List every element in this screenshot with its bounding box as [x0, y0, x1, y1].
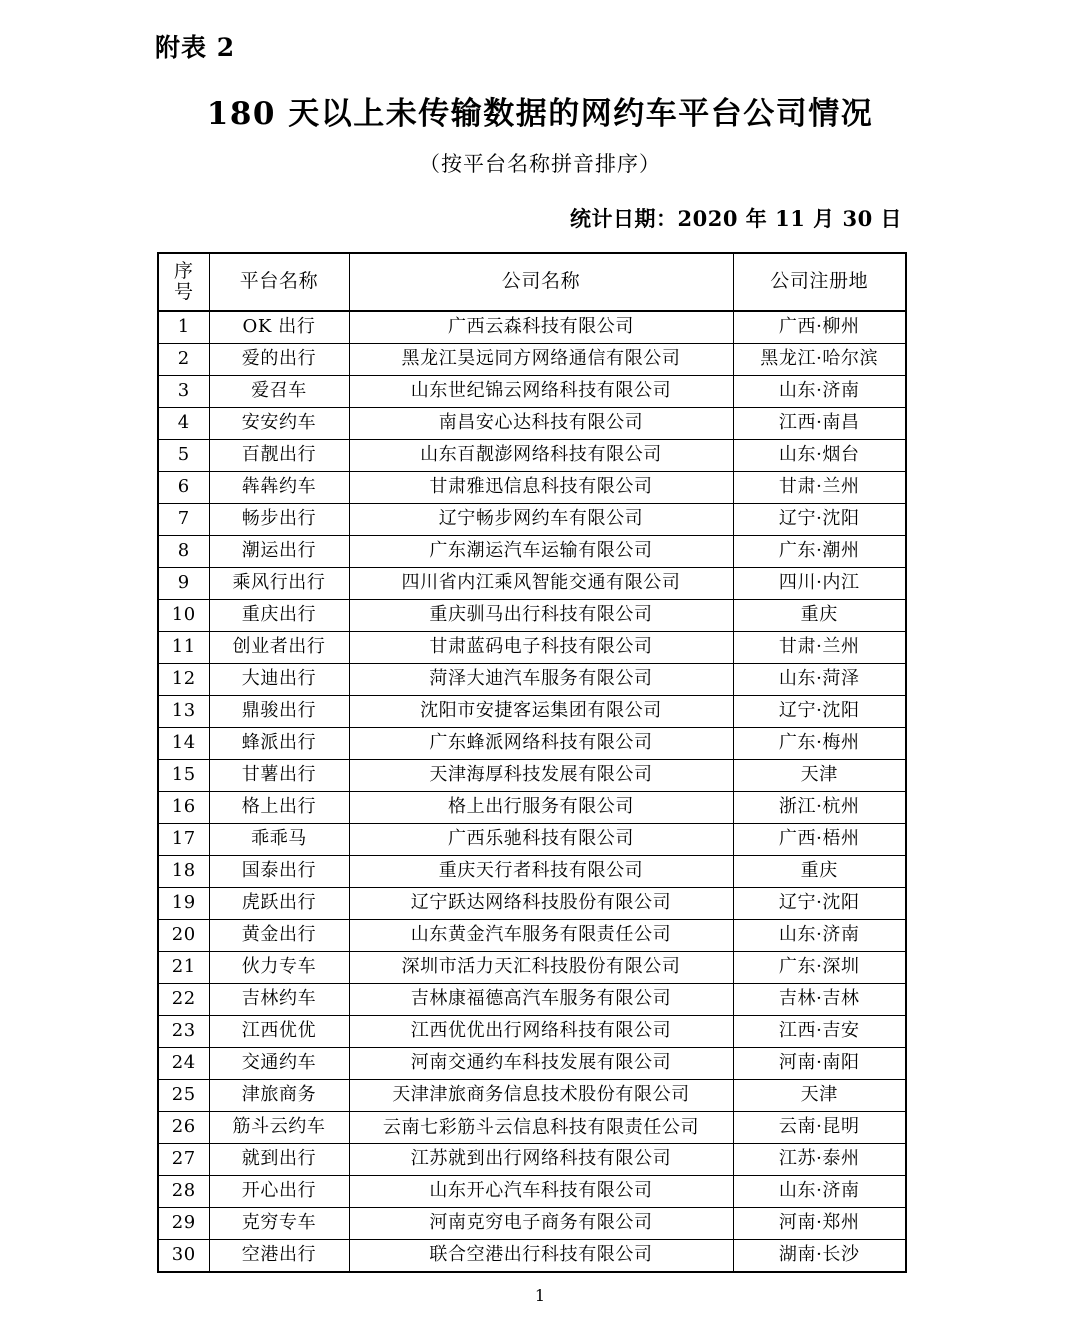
cell-company: 河南克穷电子商务有限公司: [349, 1208, 733, 1240]
cell-platform: 乘风行出行: [209, 568, 349, 600]
cell-index: 22: [158, 984, 209, 1016]
cell-company: 深圳市活力天汇科技股份有限公司: [349, 952, 733, 984]
cell-registration: 天津: [733, 760, 906, 792]
cell-platform: 创业者出行: [209, 632, 349, 664]
table-row: [158, 1176, 906, 1208]
cell-platform: 甘薯出行: [209, 760, 349, 792]
table-row: [158, 1208, 906, 1240]
cell-index: 15: [158, 760, 209, 792]
cell-platform: 安安约车: [209, 408, 349, 440]
cell-index: 7: [158, 504, 209, 536]
cell-registration: 浙江·杭州: [733, 792, 906, 824]
cell-index: 12: [158, 664, 209, 696]
table-row: [158, 792, 906, 824]
cell-registration: 甘肃·兰州: [733, 472, 906, 504]
cell-platform: 犇犇约车: [209, 472, 349, 504]
cell-index: 30: [158, 1240, 209, 1273]
cell-company: 天津海厚科技发展有限公司: [349, 760, 733, 792]
cell-index: 29: [158, 1208, 209, 1240]
cell-registration: 江西·南昌: [733, 408, 906, 440]
cell-index: 19: [158, 888, 209, 920]
cell-index: 14: [158, 728, 209, 760]
table-row: [158, 1016, 906, 1048]
table-row: [158, 824, 906, 856]
cell-company: 沈阳市安捷客运集团有限公司: [349, 696, 733, 728]
cell-company: 甘肃蓝码电子科技有限公司: [349, 632, 733, 664]
cell-company: 重庆驯马出行科技有限公司: [349, 600, 733, 632]
table-row: [158, 984, 906, 1016]
cell-registration: 广西·梧州: [733, 824, 906, 856]
cell-platform: 空港出行: [209, 1240, 349, 1273]
cell-platform: 克穷专车: [209, 1208, 349, 1240]
column-header-registration: 公司注册地: [733, 253, 906, 311]
page-subtitle: （按平台名称拼音排序）: [419, 152, 661, 176]
cell-index: 24: [158, 1048, 209, 1080]
cell-registration: 江西·吉安: [733, 1016, 906, 1048]
cell-company: 甘肃雅迅信息科技有限公司: [349, 472, 733, 504]
cell-registration: 广东·深圳: [733, 952, 906, 984]
cell-index: 6: [158, 472, 209, 504]
cell-platform: 国泰出行: [209, 856, 349, 888]
cell-platform: 百靓出行: [209, 440, 349, 472]
cell-registration: 江苏·泰州: [733, 1144, 906, 1176]
cell-index: 5: [158, 440, 209, 472]
table-row: [158, 696, 906, 728]
table-row: [158, 1240, 906, 1273]
table-row: [158, 632, 906, 664]
cell-registration: 湖南·长沙: [733, 1240, 906, 1273]
page-title: 180 天以上未传输数据的网约车平台公司情况: [206, 96, 874, 132]
cell-company: 黑龙江昊远同方网络通信有限公司: [349, 344, 733, 376]
cell-index: 1: [158, 311, 209, 344]
table-row: [158, 1112, 906, 1144]
cell-company: 山东黄金汽车服务有限责任公司: [349, 920, 733, 952]
cell-company: 江苏就到出行网络科技有限公司: [349, 1144, 733, 1176]
cell-company: 联合空港出行科技有限公司: [349, 1240, 733, 1273]
cell-company: 山东开心汽车科技有限公司: [349, 1176, 733, 1208]
cell-platform: 爱召车: [209, 376, 349, 408]
cell-company: 南昌安心达科技有限公司: [349, 408, 733, 440]
cell-company: 广东潮运汽车运输有限公司: [349, 536, 733, 568]
cell-platform: 鼎骏出行: [209, 696, 349, 728]
page-number: 1: [534, 1286, 546, 1305]
cell-platform: 筋斗云约车: [209, 1112, 349, 1144]
cell-platform: 大迪出行: [209, 664, 349, 696]
cell-platform: 开心出行: [209, 1176, 349, 1208]
cell-registration: 辽宁·沈阳: [733, 504, 906, 536]
cell-company: 吉林康福德高汽车服务有限公司: [349, 984, 733, 1016]
table-row: [158, 408, 906, 440]
cell-platform: 黄金出行: [209, 920, 349, 952]
table-row: [158, 600, 906, 632]
cell-company: [349, 1112, 733, 1144]
table-header-row: [158, 253, 906, 311]
cell-registration: 广东·梅州: [733, 728, 906, 760]
table-row: [158, 888, 906, 920]
table-row: [158, 664, 906, 696]
cell-company: 广西乐驰科技有限公司: [349, 824, 733, 856]
table-row: [158, 920, 906, 952]
cell-company: 辽宁跃达网络科技股份有限公司: [349, 888, 733, 920]
table-row: [158, 568, 906, 600]
cell-platform: OK 出行: [209, 311, 349, 344]
cell-platform: 江西优优: [209, 1016, 349, 1048]
column-header-index-line2: 号: [173, 281, 194, 303]
cell-registration: 云南·昆明: [733, 1112, 906, 1144]
cell-registration: 辽宁·沈阳: [733, 696, 906, 728]
table-row: [158, 1048, 906, 1080]
cell-platform: 爱的出行: [209, 344, 349, 376]
cell-registration: 山东·菏泽: [733, 664, 906, 696]
cell-index: 26: [158, 1112, 209, 1144]
cell-index: 13: [158, 696, 209, 728]
cell-index: 4: [158, 408, 209, 440]
cell-index: 25: [158, 1080, 209, 1112]
cell-company: 广东蜂派网络科技有限公司: [349, 728, 733, 760]
cell-platform: 吉林约车: [209, 984, 349, 1016]
cell-platform: 乖乖马: [209, 824, 349, 856]
column-header-platform: 平台名称: [209, 253, 349, 311]
cell-company: 山东世纪锦云网络科技有限公司: [349, 376, 733, 408]
table-row: [158, 536, 906, 568]
cell-index: 2: [158, 344, 209, 376]
cell-index: 10: [158, 600, 209, 632]
cell-registration: 山东·烟台: [733, 440, 906, 472]
table-header: [158, 253, 906, 311]
cell-registration: 山东·济南: [733, 376, 906, 408]
cell-index: 28: [158, 1176, 209, 1208]
cell-registration: 辽宁·沈阳: [733, 888, 906, 920]
cell-registration: 河南·郑州: [733, 1208, 906, 1240]
cell-registration: 甘肃·兰州: [733, 632, 906, 664]
cell-registration: 广东·潮州: [733, 536, 906, 568]
table-row: [158, 1080, 906, 1112]
table-row: [158, 728, 906, 760]
cell-index: 23: [158, 1016, 209, 1048]
cell-index: 17: [158, 824, 209, 856]
cell-platform: 伙力专车: [209, 952, 349, 984]
table-row: [158, 344, 906, 376]
cell-registration: 山东·济南: [733, 920, 906, 952]
cell-index: 21: [158, 952, 209, 984]
column-header-index-line1: 序: [173, 259, 194, 282]
attachment-label: 附表 2: [155, 33, 236, 62]
platform-table: [157, 252, 907, 1273]
table-row: [158, 1144, 906, 1176]
cell-index: 20: [158, 920, 209, 952]
cell-index: 11: [158, 632, 209, 664]
cell-registration: 四川·内江: [733, 568, 906, 600]
cell-registration: 重庆: [733, 856, 906, 888]
cell-index: 9: [158, 568, 209, 600]
table-row: [158, 311, 906, 344]
cell-registration: 天津: [733, 1080, 906, 1112]
cell-company: 天津津旅商务信息技术股份有限公司: [349, 1080, 733, 1112]
cell-platform: 畅步出行: [209, 504, 349, 536]
cell-company: 格上出行服务有限公司: [349, 792, 733, 824]
table-row: [158, 376, 906, 408]
cell-platform: 重庆出行: [209, 600, 349, 632]
cell-company: 河南交通约车科技发展有限公司: [349, 1048, 733, 1080]
cell-registration: 黑龙江·哈尔滨: [733, 344, 906, 376]
cell-platform: 蜂派出行: [209, 728, 349, 760]
cell-company: 山东百靓澎网络科技有限公司: [349, 440, 733, 472]
cell-registration: 河南·南阳: [733, 1048, 906, 1080]
cell-platform: 潮运出行: [209, 536, 349, 568]
cell-index: 16: [158, 792, 209, 824]
column-header-company: 公司名称: [349, 253, 733, 311]
cell-company: 四川省内江乘风智能交通有限公司: [349, 568, 733, 600]
platform-table-container: [157, 252, 905, 1273]
cell-platform: 虎跃出行: [209, 888, 349, 920]
cell-company: 广西云森科技有限公司: [349, 311, 733, 344]
table-row: [158, 856, 906, 888]
table-row: [158, 952, 906, 984]
cell-company: 辽宁畅步网约车有限公司: [349, 504, 733, 536]
cell-company: 江西优优出行网络科技有限公司: [349, 1016, 733, 1048]
table-row: [158, 472, 906, 504]
cell-platform: 格上出行: [209, 792, 349, 824]
cell-registration: 山东·济南: [733, 1176, 906, 1208]
cell-registration: 广西·柳州: [733, 311, 906, 344]
column-header-index: [158, 253, 209, 311]
statistics-date: 统计日期：2020 年 11 月 30 日: [570, 206, 902, 231]
table-row: [158, 440, 906, 472]
cell-company-text: 云南七彩筋斗云信息科技有限责任公司: [382, 1116, 700, 1138]
cell-platform: 就到出行: [209, 1144, 349, 1176]
cell-index: 8: [158, 536, 209, 568]
table-row: [158, 760, 906, 792]
cell-registration: 重庆: [733, 600, 906, 632]
cell-platform: 交通约车: [209, 1048, 349, 1080]
cell-index: 27: [158, 1144, 209, 1176]
cell-index: 3: [158, 376, 209, 408]
cell-company: 重庆天行者科技有限公司: [349, 856, 733, 888]
cell-index: 18: [158, 856, 209, 888]
cell-registration: 吉林·吉林: [733, 984, 906, 1016]
cell-platform: 津旅商务: [209, 1080, 349, 1112]
table-body: [158, 311, 906, 1272]
cell-company: 菏泽大迪汽车服务有限公司: [349, 664, 733, 696]
table-row: [158, 504, 906, 536]
